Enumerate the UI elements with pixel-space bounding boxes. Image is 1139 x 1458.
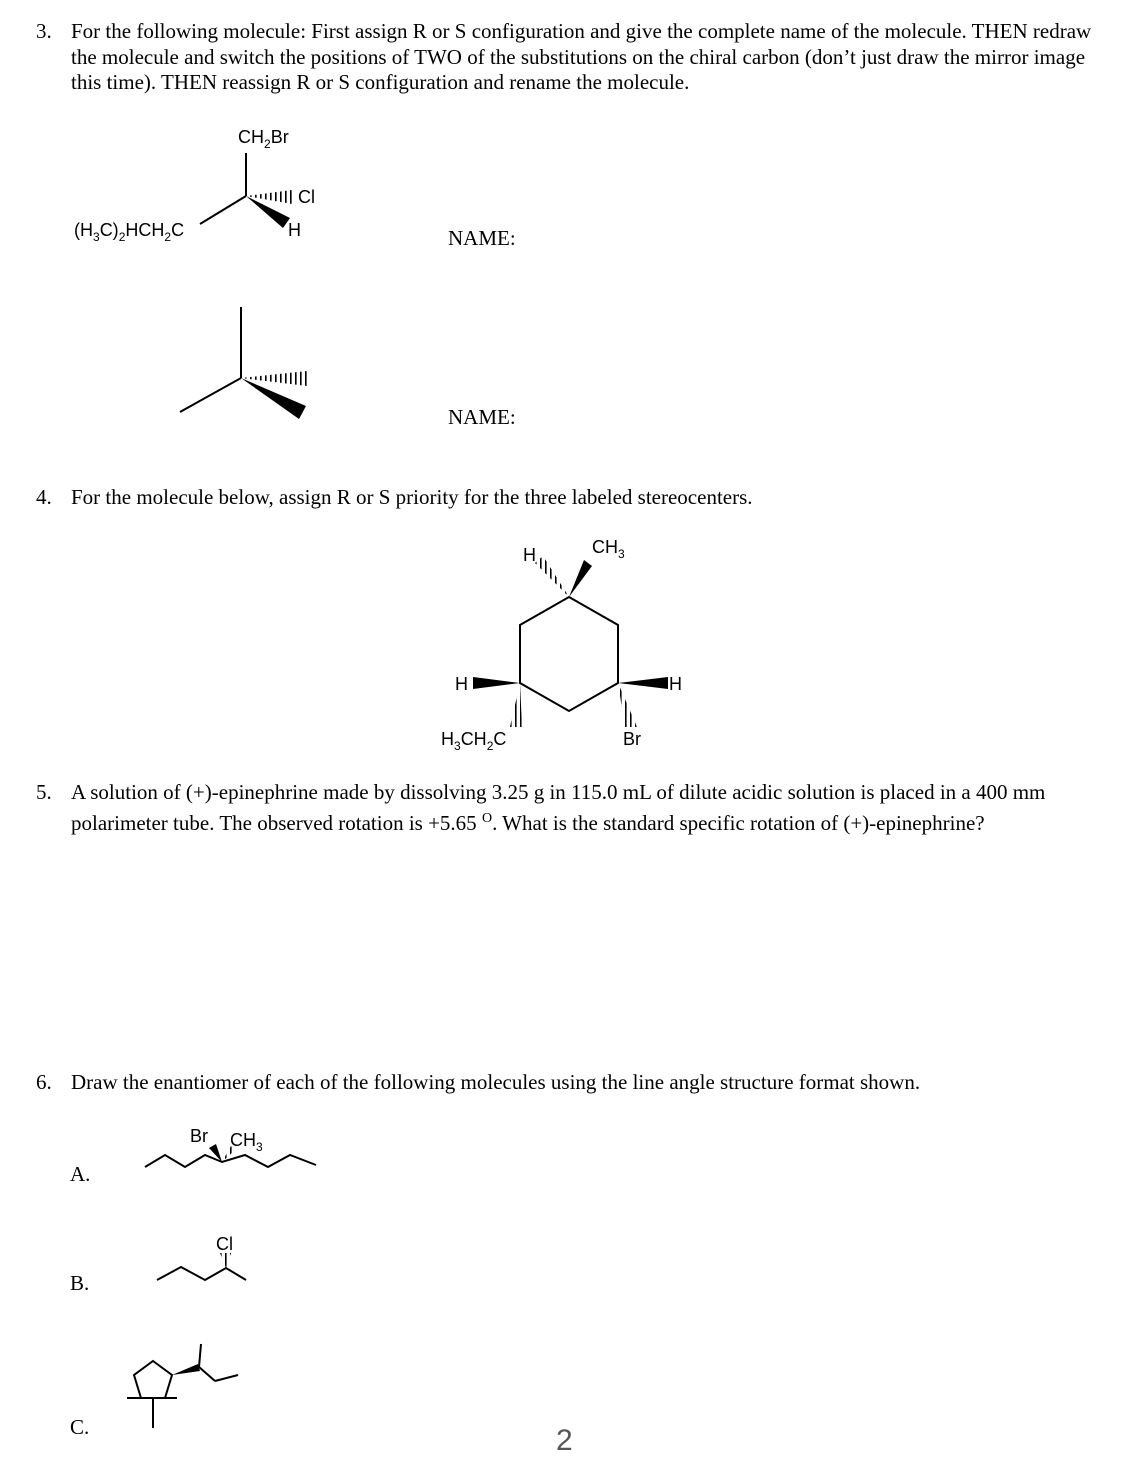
hash-h-top [535, 556, 569, 597]
bond-left-2 [180, 378, 241, 412]
bond-left [200, 196, 246, 224]
question-6-text: Draw the enantiomer of each of the following molecules using the line angle structure format shown. [71, 1070, 921, 1094]
bond-right-c [199, 1367, 215, 1381]
hash-br [618, 683, 637, 727]
cyclopentane-ring [134, 1361, 172, 1398]
q3-molecule-2 [180, 307, 307, 419]
hash-ethyl [510, 683, 522, 727]
hash-cl-b [220, 1253, 231, 1268]
question-5-text-end: . What is the standard specific rotation of (+)-epinephrine? [492, 810, 985, 835]
q6a-molecule [145, 1126, 316, 1167]
q3-molecule-1 [74, 127, 315, 244]
label-ch3-a: $CH_3$ [230, 1130, 263, 1154]
wedge-c [172, 1364, 200, 1375]
question-5-text-main: A solution of (+)-epinephrine made by dissolving 3.25 g in 115.0 mL of dilute acidic solution is placed in a 400 mm polarimeter tube. The observed rotation is +5.65 [71, 780, 1046, 835]
label-ethyl: $H_3CH_2C$ [441, 729, 507, 753]
label-ch2br: $CH_2Br$ [238, 127, 289, 151]
wedge-h-right [618, 677, 668, 689]
q4-molecule [441, 537, 682, 753]
wedge-ch3 [569, 560, 592, 597]
name-label-1: NAME: [448, 226, 516, 250]
label-h-left: H [455, 674, 468, 694]
label-cl-b: Cl [216, 1234, 233, 1254]
label-br-a: Br [190, 1126, 208, 1146]
wedge-h-left [473, 677, 520, 689]
bond-end-c [215, 1375, 238, 1381]
label-isobutyl: $(H_3C)_2HCH_2C$ [74, 220, 185, 244]
label-h-top: H [523, 545, 536, 565]
label-cl: Cl [298, 187, 315, 207]
sub-label-a: A. [70, 1162, 91, 1186]
question-3-text: For the following molecule: First assign R or S configuration and give the complete name of the molecule. THEN redraw the molecule and switch the positions of TWO of the substitutions on the chiral carbon (don’t just draw the mirror image this time). THEN reassign R or S configuration and rename the molecule. [71, 19, 1092, 94]
sub-label-c: C. [70, 1415, 90, 1439]
label-h: H [288, 220, 301, 240]
question-4-number: 4. [36, 485, 52, 509]
chain-a [145, 1155, 316, 1167]
question-4-text: For the molecule below, assign R or S priority for the three labeled stereocenters. [71, 485, 753, 509]
sub-label-b: B. [70, 1271, 90, 1295]
label-ch3: $CH_3$ [592, 537, 625, 561]
cyclohexane-ring [520, 597, 618, 711]
question-6-number: 6. [36, 1070, 52, 1094]
label-br: Br [623, 729, 641, 749]
question-3-number: 3. [36, 19, 52, 43]
question-5-number: 5. [36, 780, 52, 804]
bond-up-c [199, 1344, 201, 1367]
q6b-molecule [157, 1234, 246, 1280]
chain-b [157, 1267, 246, 1280]
q6c-molecule [127, 1344, 238, 1428]
degree-symbol: O [481, 810, 493, 826]
page-mark: 2 [556, 1424, 573, 1457]
label-h-right: H [669, 674, 682, 694]
name-label-2: NAME: [448, 405, 516, 429]
